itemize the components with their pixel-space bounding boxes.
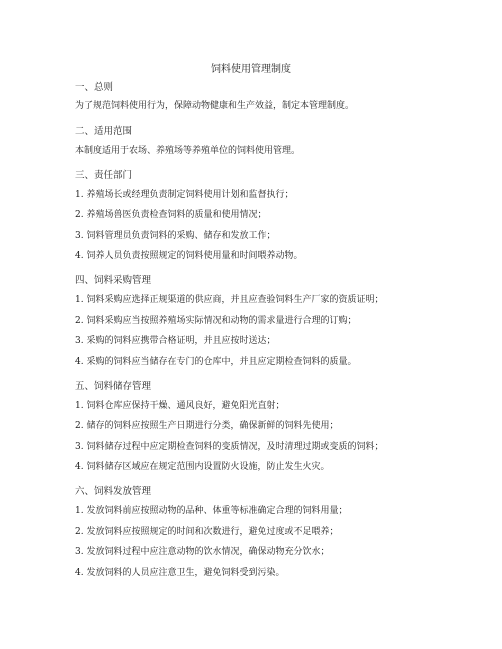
list-item: 2. 饲料采购应当按照养殖场实际情况和动物的需求量进行合理的订购； — [75, 316, 357, 326]
list-item: 1. 饲料仓库应保持干燥、通风良好，避免阳光直射； — [75, 401, 285, 411]
section-heading: 六、饲料发放管理 — [75, 486, 152, 497]
list-item: 3. 饲料管理员负责饲料的采购、储存和发放工作； — [75, 231, 276, 241]
section-heading: 五、饲料储存管理 — [75, 381, 152, 392]
list-item: 3. 饲料储存过程中应定期检查饲料的变质情况，及时清理过期或变质的饲料； — [75, 442, 384, 452]
paragraph-line: 本制度适用于农场、养殖场等养殖单位的饲料使用管理。 — [75, 146, 301, 156]
list-item: 3. 发放饲料过程中应注意动物的饮水情况，确保动物充分饮水； — [75, 547, 330, 557]
list-item: 1. 养殖场长或经理负责制定饲料使用计划和监督执行； — [75, 190, 294, 200]
list-item: 2. 养殖场兽医负责检查饲料的质量和使用情况； — [75, 210, 267, 220]
section-heading: 四、饲料采购管理 — [75, 275, 152, 286]
list-item: 4. 采购的饲料应当储存在专门的仓库中，并且应定期检查饲料的质量。 — [75, 357, 357, 367]
list-item: 1. 饲料采购应选择正规渠道的供应商，并且应查验饲料生产厂家的资质证明； — [75, 295, 384, 305]
document-title: 饲料使用管理制度 — [211, 64, 291, 75]
list-item: 2. 储存的饲料应按照生产日期进行分类，确保新鲜的饲料先使用； — [75, 421, 339, 431]
list-item: 4. 发放饲料的人员应注意卫生，避免饲料受到污染。 — [75, 568, 285, 578]
list-item: 1. 发放饲料前应按照动物的品种、体重等标准确定合理的饲料用量； — [75, 506, 348, 516]
list-item: 2. 发放饲料应按照规定的时间和次数进行，避免过度或不足喂养； — [75, 527, 339, 537]
section-heading: 三、责任部门 — [75, 170, 133, 181]
list-item: 4. 饲养人员负责按照规定的饲料使用量和时间喂养动物。 — [75, 251, 303, 261]
section-heading: 一、总则 — [75, 82, 114, 93]
paragraph-line: 为了规范饲料使用行为，保障动物健康和生产效益，制定本管理制度。 — [75, 101, 355, 111]
list-item: 3. 采购的饲料应携带合格证明，并且应按时送达； — [75, 336, 276, 346]
section-heading: 二、适用范围 — [75, 126, 133, 137]
list-item: 4. 饲料储存区域应在规定范围内设置防火设施，防止发生火灾。 — [75, 462, 330, 472]
